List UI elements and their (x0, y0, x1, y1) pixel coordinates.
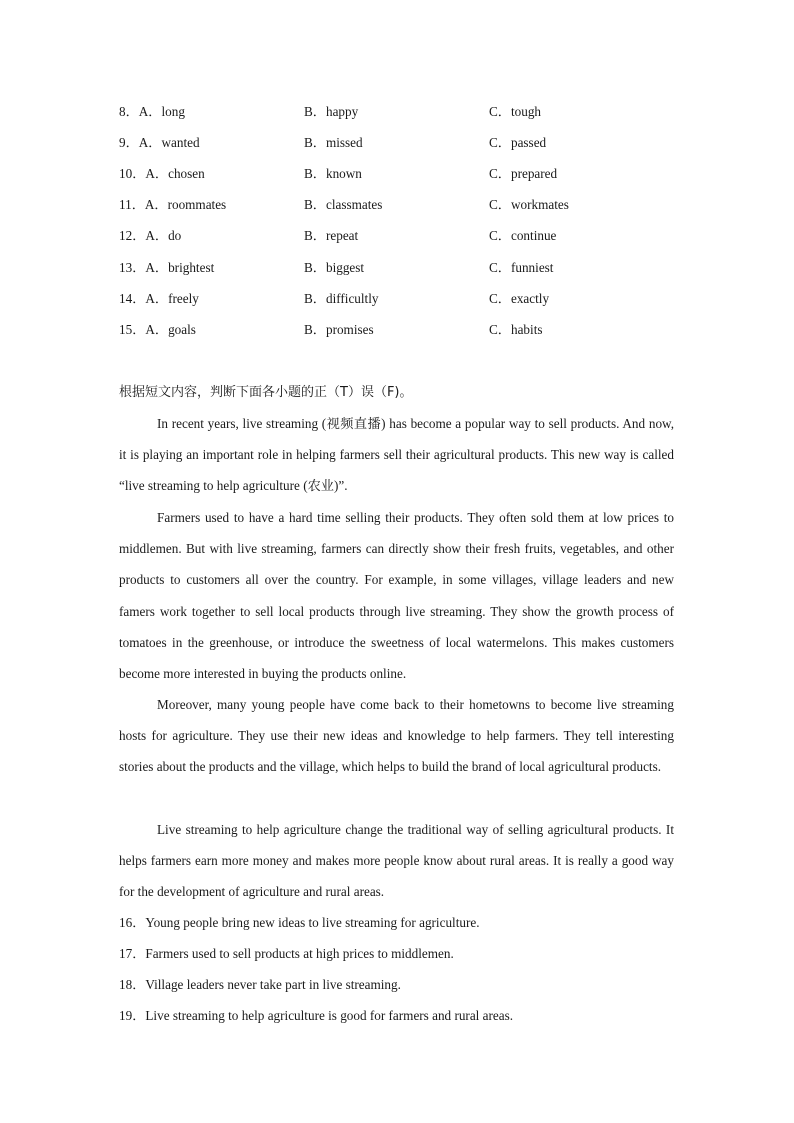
option-c: C．exactly (489, 291, 550, 306)
paragraph-text: Moreover, many young people have come back to their hometowns to become live streaming hosts for agriculture. They use their new ideas and knowledge to help farmers. They tell interesting stories about the products and the village, which helps to build the brand of local agricultural products. (119, 697, 674, 775)
paragraph-text: In recent years, live streaming (视频直播) has become a popular way to sell products. And now, it is playing an important role in helping farmers sell their agricultural products. This new way is called “live streaming to help agriculture (农业)”. (119, 416, 674, 494)
option-a: 8．A．long (119, 104, 185, 119)
option-b: B．classmates (304, 197, 383, 212)
option-row-11 (119, 195, 679, 215)
statement-19: 19．Live streaming to help agriculture is good for farmers and rural areas. (119, 1008, 514, 1023)
passage-paragraph-4 (119, 814, 674, 908)
option-a: 14．A．freely (119, 291, 199, 306)
option-c: C．tough (489, 104, 542, 119)
option-row-10 (119, 164, 679, 184)
option-row-13 (119, 258, 679, 278)
option-a: 10．A．chosen (119, 166, 205, 181)
option-b: B．happy (304, 104, 359, 119)
option-b: B．biggest (304, 260, 365, 275)
option-a: 11．A．roommates (119, 197, 227, 212)
option-b: B．missed (304, 135, 363, 150)
option-row-9 (119, 133, 679, 153)
option-c: C．continue (489, 228, 557, 243)
option-c: C．passed (489, 135, 547, 150)
option-b: B．repeat (304, 228, 359, 243)
option-row-12 (119, 226, 679, 246)
option-a: 9．A．wanted (119, 135, 200, 150)
statement-16: 16．Young people bring new ideas to live streaming for agriculture. (119, 915, 480, 930)
option-c: C．workmates (489, 197, 569, 212)
option-c: C．habits (489, 322, 543, 337)
section-instruction: 根据短文内容，判断下面各小题的正（T）误（F)。 (119, 385, 413, 400)
passage-paragraph-3 (119, 689, 674, 783)
option-b: B．known (304, 166, 362, 181)
option-c: C．prepared (489, 166, 558, 181)
option-row-14 (119, 289, 679, 309)
option-a: 13．A．brightest (119, 260, 215, 275)
option-row-8 (119, 102, 679, 122)
option-a: 15．A．goals (119, 322, 196, 337)
option-c: C．funniest (489, 260, 554, 275)
paragraph-text: Farmers used to have a hard time selling their products. They often sold them at low prices to middlemen. But with live streaming, farmers can directly show their fresh fruits, vegetables, and other products to customers all over the country. For example, in some villages, village leaders and new famers work together to sell local products through live streaming. They show the growth process of tomatoes in the greenhouse, or introduce the sweetness of local watermelons. This makes customers become more interested in buying the products online. (119, 510, 674, 682)
option-a: 12．A．do (119, 228, 182, 243)
option-b: B．promises (304, 322, 374, 337)
passage-paragraph-1 (119, 408, 674, 502)
passage-paragraph-2 (119, 502, 674, 689)
statement-17: 17．Farmers used to sell products at high prices to middlemen. (119, 946, 454, 961)
option-row-15 (119, 320, 679, 340)
statement-18: 18．Village leaders never take part in live streaming. (119, 977, 401, 992)
paragraph-text: Live streaming to help agriculture change the traditional way of selling agricultural products. It helps farmers earn more money and makes more people know about rural areas. It is really a good way for the development of agriculture and rural areas. (119, 822, 674, 900)
option-b: B．difficultly (304, 291, 379, 306)
